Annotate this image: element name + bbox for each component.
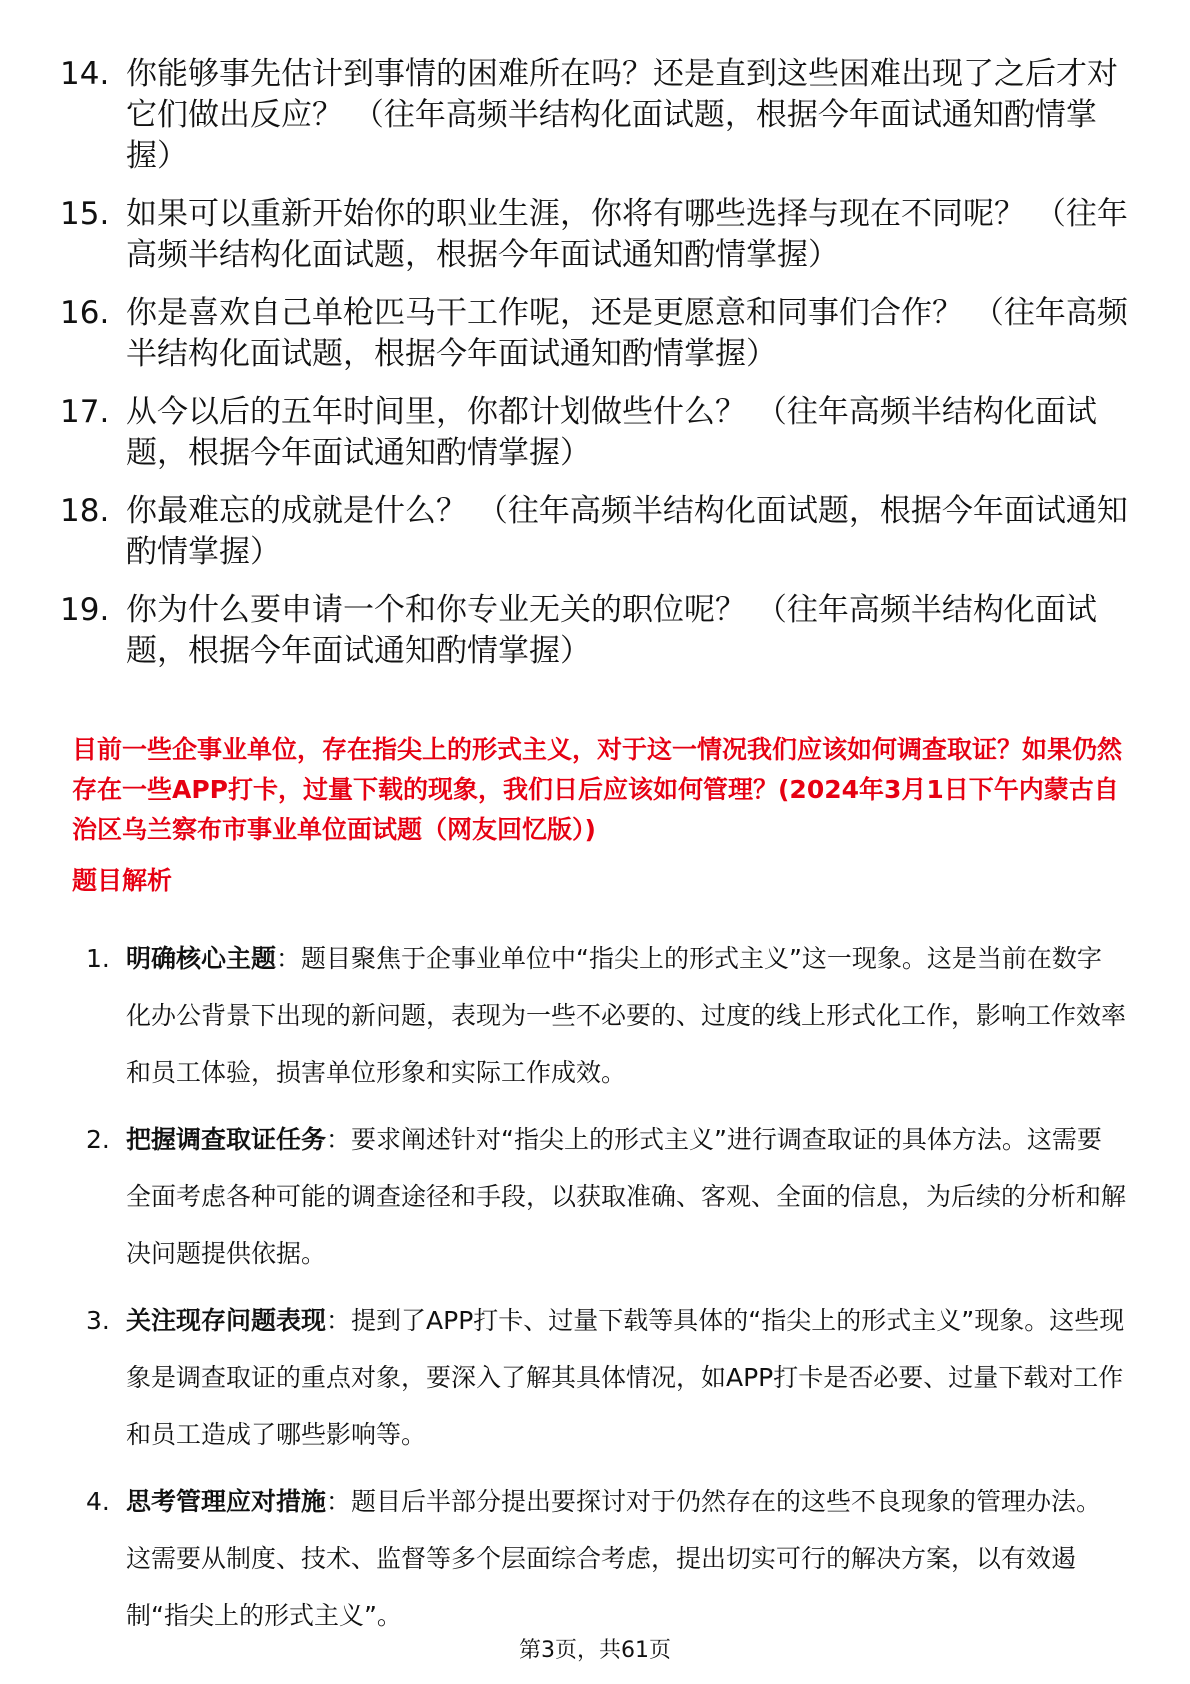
list-item xyxy=(60,392,1130,474)
analysis-label: 明确核心主题 xyxy=(126,944,277,973)
question-number: 15. xyxy=(60,196,110,232)
analysis-label: 把握调查取证任务 xyxy=(126,1125,327,1154)
question-number: 16. xyxy=(60,295,110,331)
analysis-body xyxy=(126,1111,1126,1282)
list-item xyxy=(86,1111,1126,1282)
analysis-body xyxy=(126,1473,1126,1644)
question-number: 18. xyxy=(60,493,110,529)
list-item xyxy=(86,1473,1126,1644)
question-text: 如果可以重新开始你的职业生涯，你将有哪些选择与现在不同呢？ （往年高频半结构化面试题，根据今年面试通知酌情掌握） xyxy=(126,196,1128,273)
analysis-body xyxy=(126,930,1126,1101)
question-list xyxy=(60,54,1130,689)
analysis-number: 3. xyxy=(86,1306,110,1335)
analysis-number: 4. xyxy=(86,1487,110,1516)
analysis-separator: ： xyxy=(326,1125,352,1154)
analysis-list xyxy=(86,930,1126,1654)
analysis-text: 题目聚焦于企事业单位中“指尖上的形式主义”这一现象。这是当前在数字化办公背景下出现的新问题，表现为一些不必要的、过度的线上形式化工作，影响工作效率和员工体验，损害单位形象和实际工作成效。 xyxy=(126,944,1127,1087)
analysis-heading: 题目解析 xyxy=(72,866,173,895)
analysis-text: 要求阐述针对“指尖上的形式主义”进行调查取证的具体方法。这需要全面考虑各种可能的调查途径和手段，以获取准确、客观、全面的信息，为后续的分析和解决问题提供依据。 xyxy=(126,1125,1127,1268)
list-item xyxy=(60,293,1130,375)
analysis-separator: ： xyxy=(276,944,302,973)
main-question-title: 目前一些企事业单位，存在指尖上的形式主义，对于这一情况我们应该如何调查取证？如果仍然存在一些APP打卡，过量下载的现象，我们日后应该如何管理？(2024年3月1日下午内蒙古自治区乌兰察布市事业单位面试题（网友回忆版）) xyxy=(72,735,1123,844)
list-item xyxy=(60,54,1130,177)
analysis-separator: ： xyxy=(326,1306,352,1335)
analysis-label: 关注现存问题表现 xyxy=(126,1306,327,1335)
list-item xyxy=(60,590,1130,672)
question-number: 17. xyxy=(60,394,110,430)
analysis-text: 提到了APP打卡、过量下载等具体的“指尖上的形式主义”现象。这些现象是调查取证的重点对象，要深入了解其具体情况，如APP打卡是否必要、过量下载对工作和员工造成了哪些影响等。 xyxy=(126,1306,1125,1449)
list-item xyxy=(60,194,1130,276)
analysis-separator: ： xyxy=(326,1487,352,1516)
list-item xyxy=(86,930,1126,1101)
analysis-body xyxy=(126,1292,1126,1463)
analysis-label: 思考管理应对措施 xyxy=(126,1487,327,1516)
question-number: 14. xyxy=(60,56,110,92)
page-footer: 第3页，共61页 xyxy=(519,1638,671,1663)
analysis-number: 2. xyxy=(86,1125,110,1154)
question-text: 你最难忘的成就是什么？ （往年高频半结构化面试题，根据今年面试通知酌情掌握） xyxy=(126,493,1128,570)
question-text: 从今以后的五年时间里，你都计划做些什么？ （往年高频半结构化面试题，根据今年面试通知酌情掌握） xyxy=(126,394,1097,471)
analysis-number: 1. xyxy=(86,944,110,973)
list-item xyxy=(60,491,1130,573)
question-text: 你是喜欢自己单枪匹马干工作呢，还是更愿意和同事们合作？ （往年高频半结构化面试题，根据今年面试通知酌情掌握） xyxy=(126,295,1128,372)
analysis-text: 题目后半部分提出要探讨对于仍然存在的这些不良现象的管理办法。这需要从制度、技术、监督等多个层面综合考虑，提出切实可行的解决方案，以有效遏制“指尖上的形式主义”。 xyxy=(126,1487,1102,1630)
question-number: 19. xyxy=(60,592,110,628)
list-item xyxy=(86,1292,1126,1463)
question-text: 你为什么要申请一个和你专业无关的职位呢？ （往年高频半结构化面试题，根据今年面试通知酌情掌握） xyxy=(126,592,1097,669)
question-text: 你能够事先估计到事情的困难所在吗？还是直到这些困难出现了之后才对它们做出反应？ （往年高频半结构化面试题，根据今年面试通知酌情掌握） xyxy=(126,56,1118,174)
